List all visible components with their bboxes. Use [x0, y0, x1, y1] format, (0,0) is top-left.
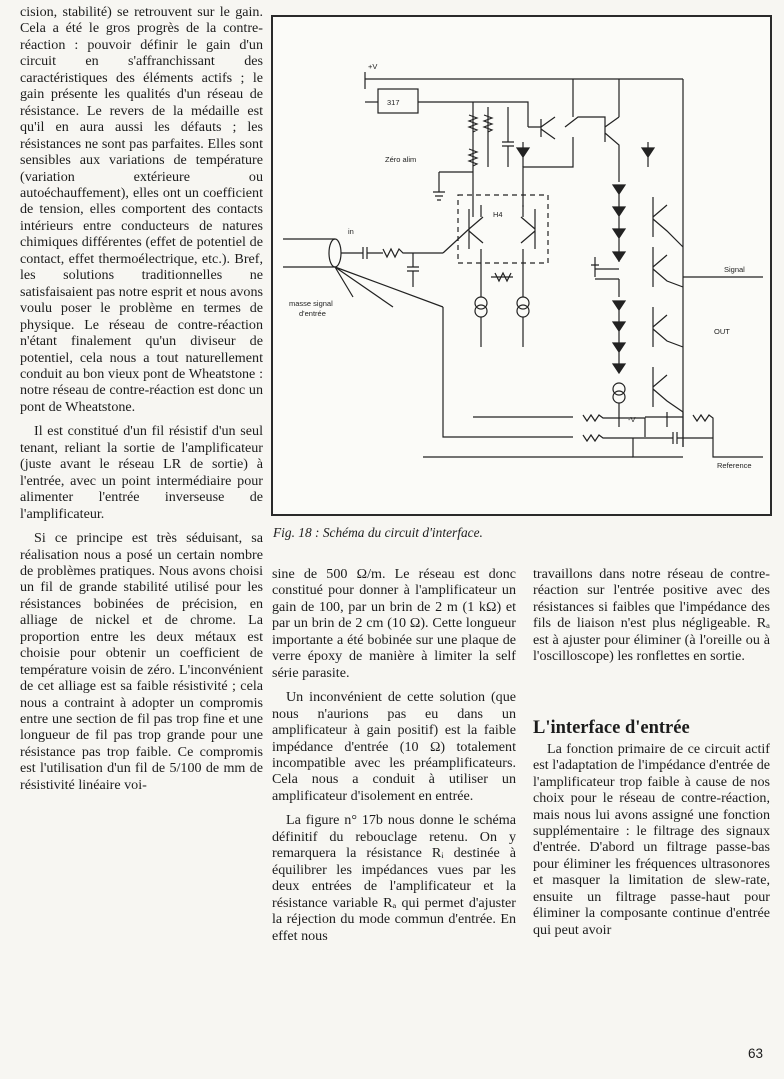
label-masse-signal: masse signal: [289, 299, 333, 308]
page-number: 63: [748, 1046, 764, 1061]
label-regulator: 317: [387, 98, 400, 107]
circuit-figure: [271, 15, 772, 516]
paragraph: travaillons dans notre réseau de contre-réaction sur l'entrée positive avec des résistances si faibles que l'impédance des fils de liaison n'est plus négligeable. Rₐ est à ajuster pour éliminer (à l'oreille ou à l'oscilloscope) les ronflettes en sortie.: [533, 566, 770, 665]
paragraph: La figure n° 17b nous donne le schéma définitif du rebouclage retenu. On y remarquera la résistance Rᵢ destinée à équilibrer les impédances vues par les deux entrées de l'amplificateur et la résistance variable Rₐ qui permet d'ajuster la réjection du mode commun d'entrée. En effet nous: [272, 812, 516, 944]
paragraph: Il est constitué d'un fil résistif d'un seul tenant, reliant la sortie de l'amplificateur (juste avant le réseau LR de sortie) à l'entrée, avec un point intermédiaire pour alimenter l'entrée inverseuse de l'amplificateur.: [20, 423, 263, 522]
label-zero-alim: Zéro alim: [385, 155, 417, 164]
section-heading: L'interface d'entrée: [533, 717, 690, 738]
paragraph: sine de 500 Ω/m. Le réseau est donc constitué pour donner à l'amplificateur un gain de 100, par un brin de 2 m (1 kΩ) et par un brin de 2 cm (10 Ω). Cette longueur importante a été bobinée sur une plaque de verre époxy de manière à limiter la self série parasite.: [272, 566, 516, 681]
label-signal: Signal: [724, 265, 745, 274]
figure-caption: Fig. 18 : Schéma du circuit d'interface.: [273, 525, 483, 540]
label-in: in: [348, 227, 354, 236]
label-minus-v: -V: [628, 415, 636, 424]
circuit-schematic: [273, 17, 770, 514]
text-column-left: [20, 4, 263, 793]
paragraph: cision, stabilité) se retrouvent sur le gain. Cela a été le gros progrès de la contre-réaction : pouvoir définir le gain d'un circuit en s'affranchissant des caractéristiques des éléments actifs ; le gain présente les qualités d'un réseau de résistance. Le revers de la médaille est qu'il en aura aussi les défauts ; les résistances ne sont pas parfaites. Elles sont sensibles aux variations de température (variation extérieure ou autoéchauffement), elles ont un coefficient de tension, elles comportent des contacts intérieurs entre conducteurs de natures chimiques différentes (effet de potentiel de contact, effet thermoélectrique, etc.). Bref, les solutions traditionnelles ne satisfaisaient pas notre esprit et nous avons voulu poser le problème en termes de physique. Le réseau de contre-réaction n'étant finalement qu'un diviseur de potentiel, cela nous a tout naturellement conduit au bon vieux pont de Wheatstone : notre réseau de contre-réaction est donc un pont de Wheatstone.: [20, 4, 263, 415]
text-column-right: [533, 566, 770, 938]
label-reference: Reference: [717, 461, 752, 470]
label-d-entree: d'entrée: [299, 309, 326, 318]
paragraph: Si ce principe est très séduisant, sa réalisation nous a posé un certain nombre de problèmes pratiques. Nous avons choisi un fil de grande stabilité utilisé pour les résistances bobinées de précision, en alliage de nickel et de chrome. La proportion entre les deux métaux est choisie pour obtenir un coefficient de température voisin de zéro. L'inconvénient de cet alliage est sa faible résistivité ; cela nous a contraint à adopter un compromis entre une section de fil pas trop fine et une longueur de fil pas trop grande pour une résistance pas trop faible. Ce compromis est l'utilisation d'un fil de 5/100 de mm de résistivité linéaire voi-: [20, 530, 263, 793]
label-h4: H4: [493, 210, 503, 219]
label-out: OUT: [714, 327, 730, 336]
paragraph: La fonction primaire de ce circuit actif est l'adaptation de l'impédance d'entrée de l'amplificateur trop faible à cause de nos choix pour le réseau de contre-réaction, mais nous lui avons assigné une fonction supplémentaire : le filtrage des signaux d'entrée. D'abord un filtrage passe-bas pour éliminer les fréquences ultrasonores et masquer la limitation de slew-rate, ensuite un filtrage passe-haut pour éliminer la composante continue d'entrée qui peut avoir: [533, 740, 770, 938]
label-plus-v: +V: [368, 62, 378, 71]
text-column-middle: [272, 566, 516, 944]
paragraph: Un inconvénient de cette solution (que nous n'aurions pas eu dans un amplificateur à gain positif) est la faible impédance d'entrée (10 Ω) totalement incompatible avec les préamplificateurs. Cela nous a conduit à utiliser un amplificateur d'isolement en entrée.: [272, 689, 516, 804]
